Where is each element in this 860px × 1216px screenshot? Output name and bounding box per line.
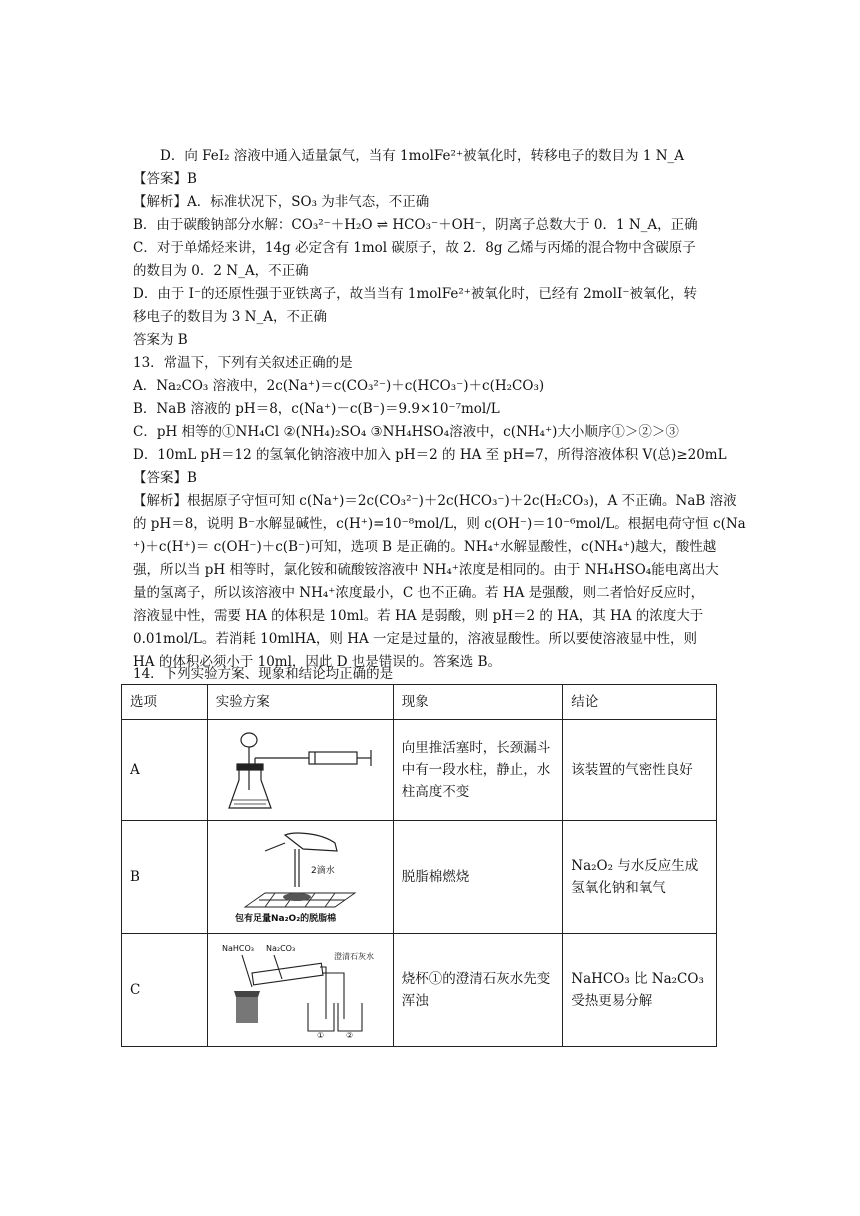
scheme-figure-c — [207, 934, 393, 1047]
row-phenomenon: 向里推活塞时，长颈漏斗中有一段水柱，静止，水柱高度不变 — [393, 720, 563, 821]
experiment-table — [121, 684, 717, 1047]
answer-label: 【答案】B — [133, 470, 197, 486]
fig-c-beaker1-label: ① — [317, 1031, 325, 1039]
analysis-line: 0.01mol/L。若消耗 10mlHA，则 HA 一定是过量的，溶液显酸性。所以要使溶液显中性，则 — [133, 631, 698, 647]
header-option: 选项 — [122, 685, 208, 720]
airtight-apparatus-figure — [225, 728, 375, 812]
table-row — [122, 934, 717, 1047]
scheme-figure-a — [207, 720, 393, 821]
text-line: D．向 FeI₂ 溶液中通入适量氯气，当有 1molFe²⁺被氧化时，转移电子的数目为 1 N_A — [160, 148, 685, 164]
analysis-line: 强，所以当 pH 相等时，氯化铵和硫酸铵溶液中 NH₄⁺浓度是相同的。由于 NH₄HSO₄能电离出大 — [133, 562, 719, 578]
row-option: A — [122, 720, 208, 821]
row-option: B — [122, 821, 208, 934]
question-13-stem: 13．常温下，下列有关叙述正确的是 — [133, 355, 353, 371]
row-phenomenon: 脱脂棉燃烧 — [393, 821, 563, 934]
option-c: C．pH 相等的①NH₄Cl ②(NH₄)₂SO₄ ③NH₄HSO₄溶液中，c(NH₄⁺)大小顺序①＞②＞③ — [133, 424, 679, 440]
fig-b-drop-label: 2滴水 — [311, 866, 335, 876]
text-line: 【解析】A．标准状况下，SO₃ 为非气态，不正确 — [133, 194, 430, 210]
header-phenomenon: 现象 — [393, 685, 563, 720]
option-b: B．NaB 溶液的 pH＝8，c(Na⁺)－c(B⁻)＝9.9×10⁻⁷mol/L — [133, 401, 500, 417]
fig-c-limewater-label: 澄清石灰水 — [334, 952, 375, 961]
row-conclusion: NaHCO₃ 比 Na₂CO₃ 受热更易分解 — [563, 934, 717, 1047]
analysis-line: 溶液显中性，需要 HA 的体积是 10ml。若 HA 是弱酸，则 pH＝2 的 HA，其 HA 的浓度大于 — [133, 608, 704, 624]
text-line: C．对于单烯烃来讲，14g 必定含有 1mol 碳原子，故 2．8g 乙烯与丙烯的混合物中含碳原子 — [133, 240, 696, 256]
scheme-figure-b — [207, 821, 393, 934]
row-phenomenon: 烧杯①的澄清石灰水先变浑浊 — [393, 934, 563, 1047]
row-conclusion: 该装置的气密性良好 — [563, 720, 717, 821]
cotton-burning-figure — [225, 829, 375, 925]
table-header-row — [122, 685, 717, 720]
fig-c-na2co3-label: Na₂CO₃ — [266, 944, 296, 953]
text-line: 【答案】B — [133, 171, 197, 187]
header-conclusion: 结论 — [563, 685, 717, 720]
fig-c-beaker2-label: ② — [346, 1031, 354, 1039]
text-line: 的数目为 0．2 N_A，不正确 — [133, 263, 309, 279]
text-line: 答案为 B — [133, 332, 188, 348]
text-line: D．由于 I⁻的还原性强于亚铁离子，故当当有 1molFe²⁺被氧化时，已经有 2molI⁻被氧化，转 — [133, 286, 697, 302]
analysis-line: 【解析】根据原子守恒可知 c(Na⁺)＝2c(CO₃²⁻)＋2c(HCO₃⁻)＋2c(H₂CO₃)，A 不正确。NaB 溶液 — [133, 493, 737, 509]
fig-b-cotton-label: 包有足量Na₂O₂的脱脂棉 — [235, 914, 337, 924]
row-option: C — [122, 934, 208, 1047]
table-row — [122, 821, 717, 934]
analysis-line: 量的氢离子，所以该溶液中 NH₄⁺浓度最小，C 也不正确。若 HA 是强酸，则二者恰好反应时， — [133, 585, 705, 601]
analysis-line: 的 pH＝8，说明 B⁻水解显碱性，c(H⁺)=10⁻⁸mol/L，则 c(OH⁻)＝10⁻⁶mol/L。根据电荷守恒 c(Na — [133, 516, 746, 532]
text-line: 移电子的数目为 3 N_A，不正确 — [133, 309, 327, 325]
text-line: B．由于碳酸钠部分水解：CO₃²⁻＋H₂O ⇌ HCO₃⁻＋OH⁻，阴离子总数大于 0．1 N_A，正确 — [133, 217, 698, 233]
option-a: A．Na₂CO₃ 溶液中，2c(Na⁺)＝c(CO₃²⁻)＋c(HCO₃⁻)＋c(H₂CO₃) — [133, 378, 545, 394]
fig-c-nahco3-label: NaHCO₃ — [222, 944, 255, 953]
option-d: D．10mL pH＝12 的氢氧化钠溶液中加入 pH＝2 的 HA 至 pH=7，所得溶液体积 V(总)≥20mL — [133, 447, 727, 463]
analysis-line: ⁺)＋c(H⁺)＝ c(OH⁻)＋c(B⁻)可知，选项 B 是正确的。NH₄⁺水解显酸性，c(NH₄⁺)越大，酸性越 — [133, 539, 717, 555]
row-conclusion: Na₂O₂ 与水反应生成氢氧化钠和氧气 — [563, 821, 717, 934]
question-14-stem: 14．下列实验方案、现象和结论均正确的是 — [133, 666, 394, 682]
analysis-line: HA 的体积必须小于 10ml，因此 D 也是错误的。答案选 B。 — [133, 654, 502, 670]
thermal-decomposition-figure — [222, 941, 378, 1039]
table-row — [122, 720, 717, 821]
header-scheme: 实验方案 — [207, 685, 393, 720]
